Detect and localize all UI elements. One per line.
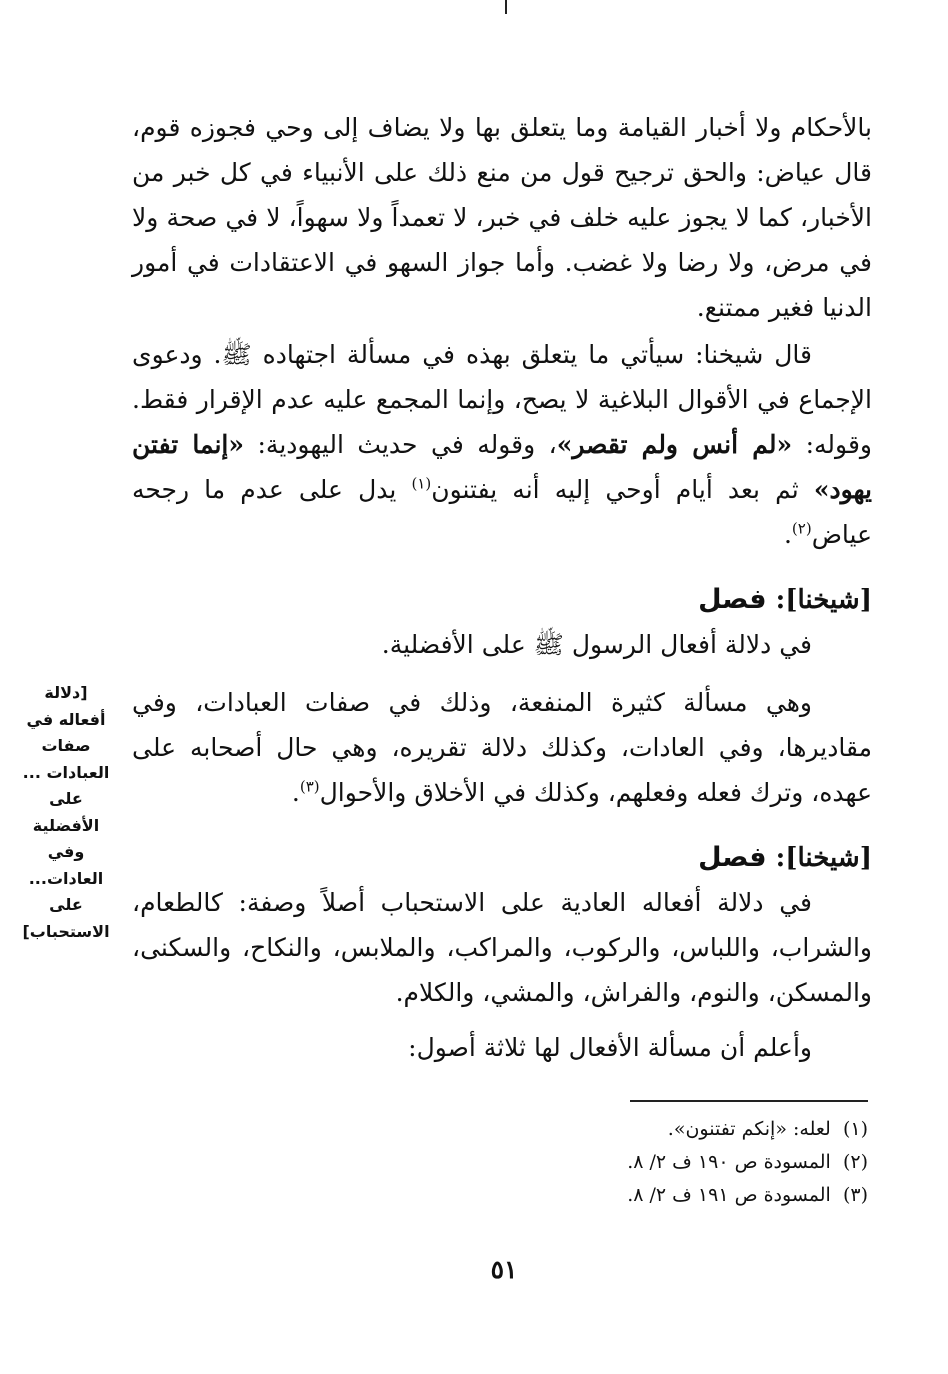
margin-note-line: الاستحباب] [22, 921, 110, 941]
margin-note-line: وفي [47, 842, 85, 861]
paragraph-1 [132, 105, 872, 330]
margin-note-line: أفعاله في [26, 709, 106, 729]
margin-note-line: على [49, 895, 83, 914]
heading-2-fasl: فصل [698, 842, 767, 873]
hadith-quote-1: «لم أنس ولم تقصر» [556, 430, 793, 459]
footnote-text: لعله: «إنكم تفتنون». [667, 1118, 831, 1140]
paragraph-4-body: وهي مسألة كثيرة المنفعة، وذلك في صفات العبادات، وفي مقاديرها، وفي العادات، وكذلك دلالة تقريره، وهي حال أصحابه على عهده، وترك فعله وفعلهم، وكذلك في الأخلاق والأحوال [132, 688, 872, 807]
paragraph-2-part-c: ثم بعد أيام أوحي إليه أنه يفتنون [431, 475, 814, 504]
paragraph-5 [132, 880, 872, 1015]
paragraph-3 [132, 622, 872, 667]
paragraph-2-part-a: قال شيخنا: سيأتي ما يتعلق بهذه في مسألة اجتهاده ﷺ. ودعوى الإجماع في الأقوال البلاغية لا يصح، وإنما المجمع عليه عدم الإقرار فقط. وقوله: [132, 340, 872, 459]
footnote-number: (٢) [842, 1151, 868, 1173]
footnotes [627, 1113, 868, 1212]
top-edge-mark [505, 0, 507, 14]
margin-note [10, 680, 122, 945]
margin-note-line: الأفضلية [32, 815, 100, 835]
paragraph-4 [132, 680, 872, 815]
page-number: ٥١ [490, 1255, 518, 1284]
paragraph-3-text: في دلالة أفعال الرسول ﷺ على الأفضلية. [381, 630, 812, 659]
footnote-1 [627, 1113, 868, 1146]
footnote-text: المسودة ص ١٩٠ ف ٢/ ٨. [627, 1151, 831, 1173]
footnote-number: (٣) [842, 1184, 868, 1206]
paragraph-6-text: وأعلم أن مسألة الأفعال لها ثلاثة أصول: [408, 1033, 812, 1062]
margin-note-line: العبادات ... [22, 762, 110, 782]
paragraph-2-part-d: يدل على عدم ما رجحه عياض [132, 475, 872, 549]
heading-2-label: [شيخنا]: [775, 843, 872, 873]
footnote-ref-1: (١) [411, 474, 432, 493]
margin-note-line: [دلالة [44, 683, 88, 702]
section-heading-1 [698, 580, 872, 620]
paragraph-5-text: في دلالة أفعاله العادية على الاستحباب أصلاً وصفة: كالطعام، والشراب، واللباس، والركوب، والمراكب، والملابس، والنكاح، والسكنى، والمسكن، والنوم، والفراش، والمشي، والكلام. [132, 888, 872, 1007]
footnote-number: (١) [842, 1118, 868, 1140]
paragraph-2-text [132, 332, 872, 557]
heading-1-label: [شيخنا]: [775, 585, 872, 615]
paragraph-2-end: . [783, 520, 792, 549]
footnote-text: المسودة ص ١٩١ ف ٢/ ٨. [627, 1184, 831, 1206]
margin-note-line: صفات [41, 736, 91, 755]
paragraph-4-end: . [291, 778, 300, 807]
footnote-separator [630, 1100, 868, 1102]
section-heading-2 [698, 838, 872, 878]
paragraph-4-text [132, 680, 872, 815]
heading-1-fasl: فصل [698, 584, 767, 615]
hadith-quote-2: «إنما تفتن يهود» [132, 430, 872, 504]
footnote-ref-2: (٢) [791, 519, 812, 538]
paragraph-1-text: بالأحكام ولا أخبار القيامة وما يتعلق بها ولا يضاف إلى وحي فجوزه قوم، قال عياض: والحق ترجيح قول من منع ذلك على الأنبياء في كل خبر من الأخبار، كما لا يجوز عليه خلف في خبر، لا تعمداً ولا سهواً، لا في صحة ولا في مرض، ولا رضا ولا غضب. وأما جواز السهو في الاعتقادات في أمور الدنيا فغير ممتنع. [132, 113, 872, 322]
paragraph-6 [132, 1025, 872, 1070]
footnote-ref-3: (٣) [299, 777, 320, 796]
margin-note-line: العادات... [28, 868, 104, 888]
footnote-2 [627, 1146, 868, 1179]
paragraph-2 [132, 332, 872, 557]
margin-note-line: على [49, 789, 83, 808]
paragraph-2-part-b: ، وقوله في حديث اليهودية: [244, 430, 557, 459]
footnote-3 [627, 1179, 868, 1212]
